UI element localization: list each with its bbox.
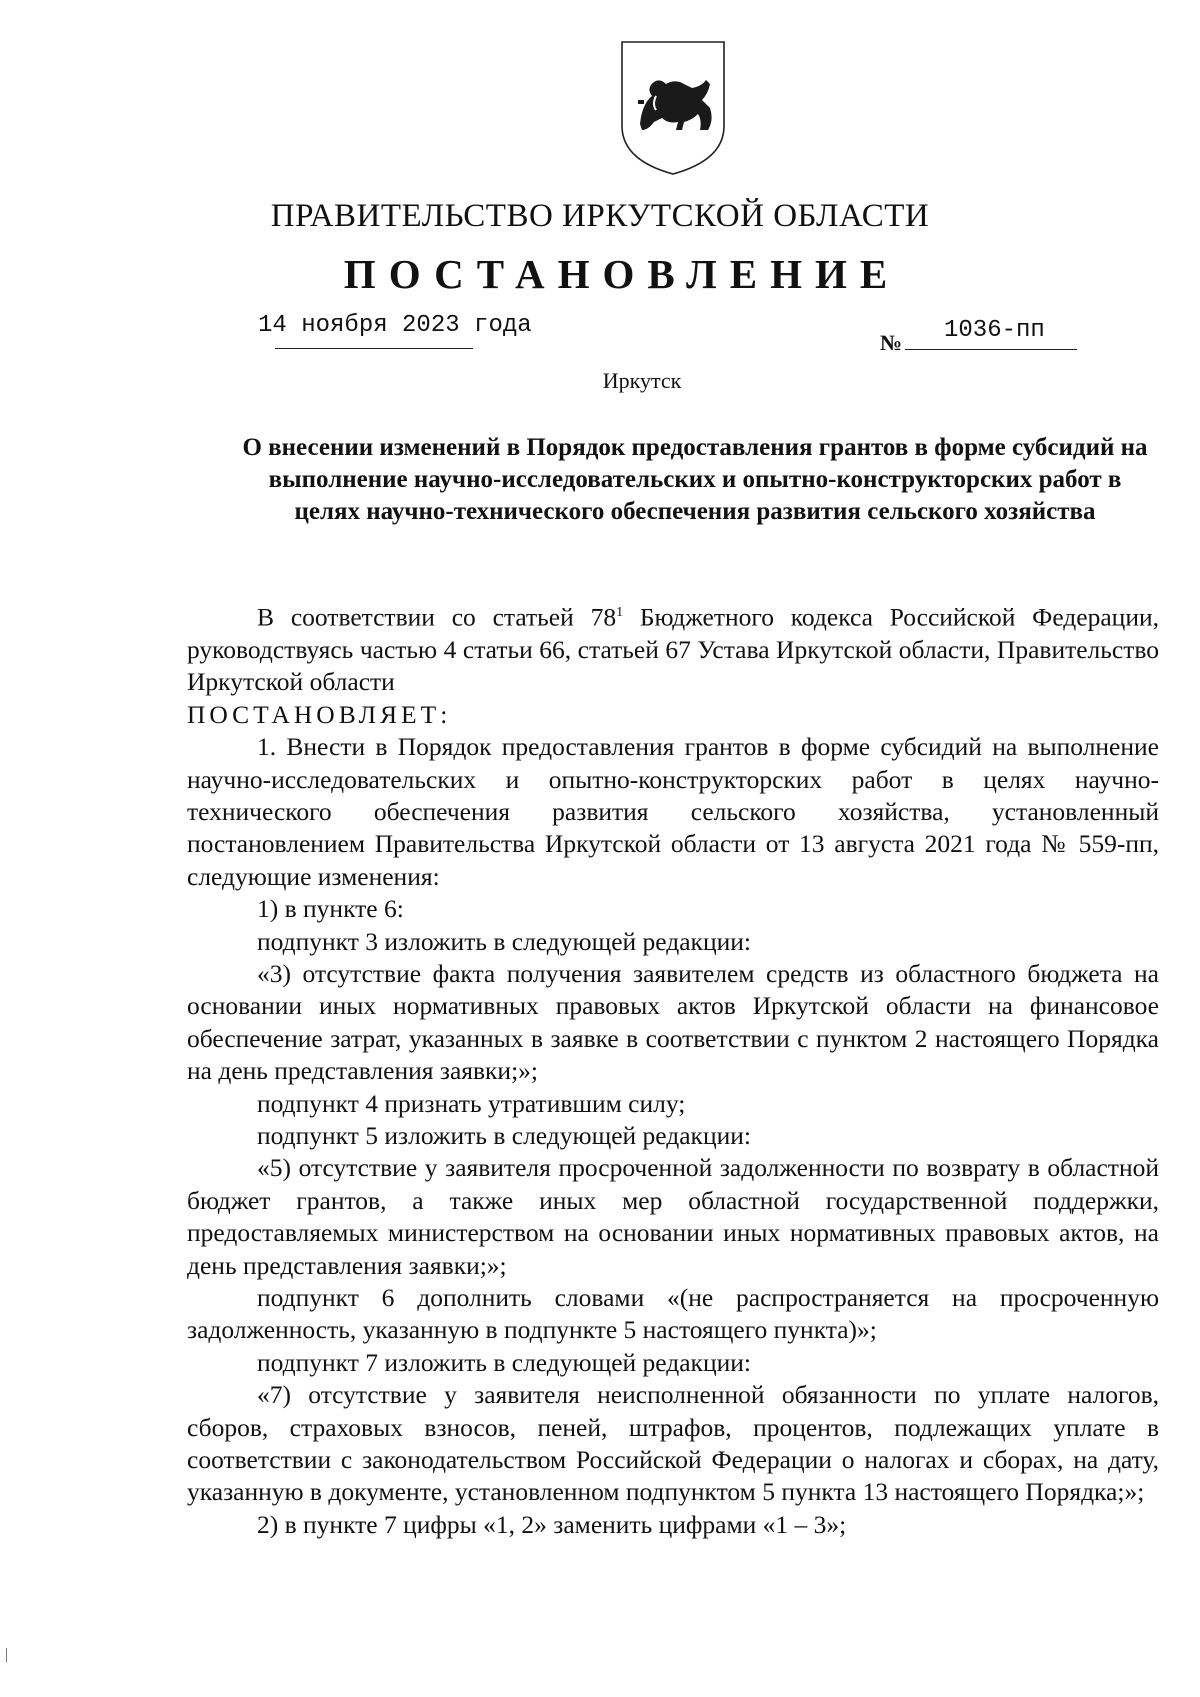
paragraph-10: «7) отсутствие у заявителя неисполненной обязанности по уплате налогов, сборов, страховых взносов, пеней, штрафов, процентов, подлежащих уплате в соответствии с законодательством Российской Федерации о налогах и сборах, на дату, указанную в документе, установленном подпунктом 5 пункта 13 настоящего Порядка;»; [187, 1380, 1159, 1507]
irkutsk-coat-of-arms-icon [618, 38, 728, 178]
paragraph-4: «3) отсутствие факта получения заявителем средств из областного бюджета на основании иных нормативных правовых актов Иркутской области на финансовое обеспечение затрат, указанных в заявке в соответствии с пунктом 2 настоящего Порядка на день представления заявки;»; [187, 958, 1159, 1086]
document-title: О внесении изменений в Порядок предоставления грантов в форме субсидий на выполнение научно-исследовательских и опытно-конструкторских работ в целях научно-технического обеспечения развития сельского хозяйства [242, 434, 1148, 525]
paragraph-5: подпункт 4 признать утратившим силу; [257, 1088, 686, 1118]
date-underline [275, 348, 473, 349]
document-number: 1036-пп [944, 317, 1045, 344]
document-date: 14 ноября 2023 года [258, 312, 532, 339]
preamble: В соответствии со статьей $78^1$ Бюджетного кодекса Российской Федерации, руководствуясь частью 4 статьи 66, статьей 67 Устава Иркутской области, Правительство Иркутской области [187, 602, 1159, 697]
government-name: ПРАВИТЕЛЬСТВО ИРКУТСКОЙ ОБЛАСТИ [270, 198, 930, 234]
paragraph-9: подпункт 7 изложить в следующей редакции: [257, 1347, 751, 1377]
paragraph-11: 2) в пункте 7 цифры «1, 2» заменить цифрами «1 – 3»; [257, 1509, 847, 1539]
paragraph-7: «5) отсутствие у заявителя просроченной задолженности по возврату в областной бюджет грантов, а также иных мер областной государственной поддержки, предоставляемых министерством на основании иных нормативных правовых актов, на день представления заявки;»; [187, 1153, 1159, 1280]
document-body [187, 597, 1159, 1541]
paragraph-2: 1) в пункте 6: [257, 894, 404, 924]
document-type: ПОСТАНОВЛЕНИЕ [343, 251, 901, 297]
paragraph-3: подпункт 3 изложить в следующей редакции: [257, 926, 751, 956]
city: Иркутск [602, 368, 682, 393]
scan-mark [6, 1648, 7, 1662]
paragraph-8: подпункт 6 дополнить словами «(не распространяется на просроченную задолженность, указанную в подпункте 5 настоящего пункта)»; [187, 1283, 1159, 1345]
number-underline [905, 349, 1077, 350]
paragraph-1: 1. Внести в Порядок предоставления грантов в форме субсидий на выполнение научно-исследовательских и опытно-конструкторских работ в целях научно-технического обеспечения развития сельского хозяйства, установленный постановлением Правительства Иркутской области от 13 августа 2021 года № 559-пп, следующие изменения: [187, 732, 1159, 891]
decides-word: ПОСТАНОВЛЯЕТ: [187, 699, 452, 729]
paragraph-6: подпункт 5 изложить в следующей редакции: [257, 1121, 751, 1150]
number-sign: № [880, 330, 903, 355]
